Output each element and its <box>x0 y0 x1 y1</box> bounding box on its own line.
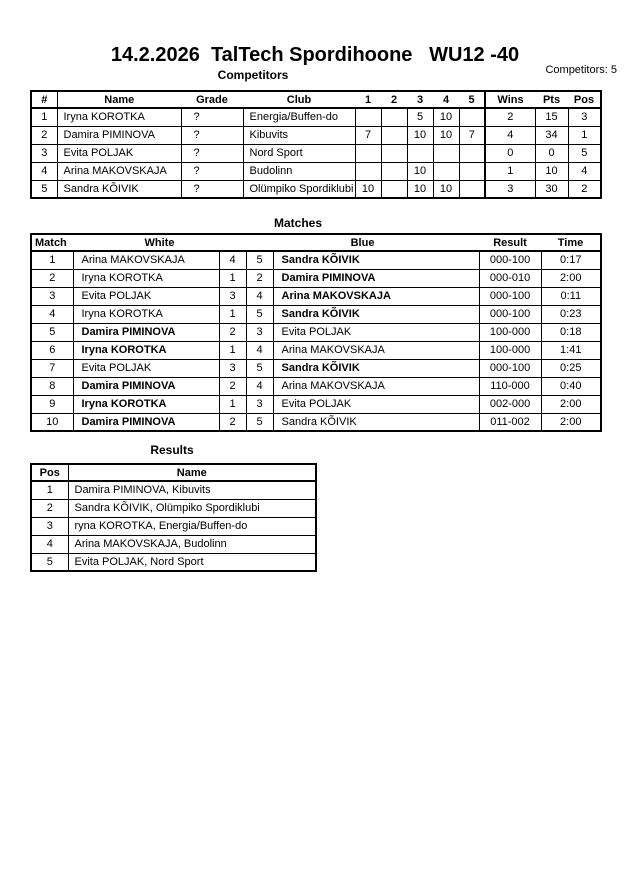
competitor-name: Sandra KÕIVIK <box>57 180 181 198</box>
white-competitor-name: Damira PIMINOVA <box>73 413 219 431</box>
competitor-name: Arina MAKOVSKAJA <box>57 162 181 180</box>
matches-col-result: Result <box>479 234 541 251</box>
competitor-score-vs-1: 10 <box>355 180 381 198</box>
competitor-position: 1 <box>568 126 601 144</box>
competitor-position: 4 <box>568 162 601 180</box>
blue-competitor-name: Damira PIMINOVA <box>273 269 479 287</box>
match-row <box>31 287 601 305</box>
competitor-row <box>31 126 601 144</box>
competitor-score-vs-2 <box>381 126 407 144</box>
competitors-col-opp1: 1 <box>355 91 381 108</box>
competitor-score-vs-3 <box>407 144 433 162</box>
result-position: 1 <box>31 481 68 499</box>
competitors-header-row <box>31 91 601 108</box>
competitor-grade: ? <box>181 108 243 126</box>
competitor-club: Nord Sport <box>243 144 355 162</box>
competitor-position: 5 <box>568 144 601 162</box>
white-competitor-name: Evita POLJAK <box>73 359 219 377</box>
competitor-score-vs-3: 10 <box>407 162 433 180</box>
matches-col-white: White <box>73 234 246 251</box>
results-table <box>30 463 317 572</box>
competitors-col-name: Name <box>57 91 181 108</box>
competitor-wins: 2 <box>485 108 535 126</box>
competitor-score-vs-5 <box>459 180 485 198</box>
match-result: 002-000 <box>479 395 541 413</box>
competitor-score-vs-2 <box>381 108 407 126</box>
competitor-position: 3 <box>568 108 601 126</box>
blue-competitor-name: Evita POLJAK <box>273 323 479 341</box>
match-time: 2:00 <box>541 269 601 287</box>
competitor-wins: 4 <box>485 126 535 144</box>
match-row <box>31 377 601 395</box>
match-result: 100-000 <box>479 323 541 341</box>
result-row <box>31 481 316 499</box>
blue-competitor-number: 5 <box>246 413 273 431</box>
competitor-wins: 1 <box>485 162 535 180</box>
competitor-position: 2 <box>568 180 601 198</box>
competitor-wins: 0 <box>485 144 535 162</box>
blue-competitor-number: 2 <box>246 269 273 287</box>
competitor-score-vs-4 <box>433 162 459 180</box>
matches-col-time: Time <box>541 234 601 251</box>
match-number: 3 <box>31 287 73 305</box>
match-result: 000-100 <box>479 287 541 305</box>
match-row <box>31 359 601 377</box>
results-header-row <box>31 464 316 481</box>
blue-competitor-number: 4 <box>246 377 273 395</box>
result-name: Damira PIMINOVA, Kibuvits <box>68 481 316 499</box>
white-competitor-number: 3 <box>219 287 246 305</box>
competitor-points: 0 <box>535 144 568 162</box>
competitor-club: Kibuvits <box>243 126 355 144</box>
competitors-col-club: Club <box>243 91 355 108</box>
white-competitor-name: Damira PIMINOVA <box>73 323 219 341</box>
competitor-name: Evita POLJAK <box>57 144 181 162</box>
blue-competitor-name: Evita POLJAK <box>273 395 479 413</box>
white-competitor-number: 2 <box>219 323 246 341</box>
competitor-score-vs-4: 10 <box>433 108 459 126</box>
competitor-score-vs-4: 10 <box>433 126 459 144</box>
matches-table <box>30 233 602 432</box>
competitors-col-opp3: 3 <box>407 91 433 108</box>
competitor-club: Energia/Buffen-do <box>243 108 355 126</box>
competitor-score-vs-1 <box>355 108 381 126</box>
competitor-grade: ? <box>181 144 243 162</box>
match-result: 100-000 <box>479 341 541 359</box>
match-row <box>31 413 601 431</box>
white-competitor-number: 2 <box>219 377 246 395</box>
white-competitor-name: Iryna KOROTKA <box>73 341 219 359</box>
match-number: 10 <box>31 413 73 431</box>
competitor-club: Olümpiko Spordiklubi <box>243 180 355 198</box>
match-time: 0:40 <box>541 377 601 395</box>
competitor-club: Budolinn <box>243 162 355 180</box>
blue-competitor-number: 4 <box>246 341 273 359</box>
match-number: 7 <box>31 359 73 377</box>
result-row <box>31 553 316 571</box>
page-title: 14.2.2026 TalTech Spordihoone WU12 -40 <box>110 44 520 66</box>
competitor-score-vs-5 <box>459 162 485 180</box>
match-row <box>31 269 601 287</box>
result-name: ryna KOROTKA, Energia/Buffen-do <box>68 517 316 535</box>
competitor-score-vs-2 <box>381 180 407 198</box>
match-result: 000-100 <box>479 359 541 377</box>
white-competitor-number: 1 <box>219 305 246 323</box>
match-time: 0:23 <box>541 305 601 323</box>
competitor-number: 4 <box>31 162 57 180</box>
blue-competitor-number: 3 <box>246 323 273 341</box>
competitor-score-vs-1: 7 <box>355 126 381 144</box>
competitor-points: 15 <box>535 108 568 126</box>
result-name: Sandra KÕIVIK, Olümpiko Spordiklubi <box>68 499 316 517</box>
competitor-score-vs-4 <box>433 144 459 162</box>
competitors-section-title: Competitors <box>217 68 289 82</box>
competitor-score-vs-3: 5 <box>407 108 433 126</box>
competitor-points: 30 <box>535 180 568 198</box>
match-result: 000-100 <box>479 251 541 269</box>
competitors-col-grade: Grade <box>181 91 243 108</box>
competitor-score-vs-2 <box>381 162 407 180</box>
blue-competitor-number: 5 <box>246 305 273 323</box>
competitor-score-vs-4: 10 <box>433 180 459 198</box>
competitor-wins: 3 <box>485 180 535 198</box>
competitor-score-vs-5 <box>459 108 485 126</box>
match-number: 8 <box>31 377 73 395</box>
competitor-grade: ? <box>181 126 243 144</box>
matches-header-row <box>31 234 601 251</box>
results-section-title: Results <box>150 443 194 457</box>
white-competitor-name: Iryna KOROTKA <box>73 269 219 287</box>
match-row <box>31 251 601 269</box>
competitor-number: 1 <box>31 108 57 126</box>
competitor-score-vs-1 <box>355 162 381 180</box>
competitor-grade: ? <box>181 180 243 198</box>
match-time: 0:25 <box>541 359 601 377</box>
competitor-name: Damira PIMINOVA <box>57 126 181 144</box>
match-number: 2 <box>31 269 73 287</box>
competitor-points: 34 <box>535 126 568 144</box>
competitor-row <box>31 162 601 180</box>
blue-competitor-name: Arina MAKOVSKAJA <box>273 341 479 359</box>
competitors-col-opp2: 2 <box>381 91 407 108</box>
competitors-count-label: Competitors: 5 <box>545 64 617 76</box>
white-competitor-number: 2 <box>219 413 246 431</box>
blue-competitor-name: Sandra KÕIVIK <box>273 359 479 377</box>
match-number: 4 <box>31 305 73 323</box>
results-col-name: Name <box>68 464 316 481</box>
match-row <box>31 395 601 413</box>
match-time: 1:41 <box>541 341 601 359</box>
blue-competitor-number: 4 <box>246 287 273 305</box>
match-number: 9 <box>31 395 73 413</box>
competitor-grade: ? <box>181 162 243 180</box>
white-competitor-name: Damira PIMINOVA <box>73 377 219 395</box>
match-result: 011-002 <box>479 413 541 431</box>
white-competitor-number: 4 <box>219 251 246 269</box>
blue-competitor-name: Arina MAKOVSKAJA <box>273 377 479 395</box>
white-competitor-name: Iryna KOROTKA <box>73 305 219 323</box>
match-number: 1 <box>31 251 73 269</box>
white-competitor-number: 1 <box>219 269 246 287</box>
result-position: 4 <box>31 535 68 553</box>
competitors-table <box>30 90 602 199</box>
blue-competitor-number: 3 <box>246 395 273 413</box>
competitor-row <box>31 180 601 198</box>
result-position: 5 <box>31 553 68 571</box>
result-row <box>31 535 316 553</box>
match-number: 6 <box>31 341 73 359</box>
result-row <box>31 517 316 535</box>
matches-col-match: Match <box>31 234 73 251</box>
competitor-score-vs-3: 10 <box>407 126 433 144</box>
result-position: 3 <box>31 517 68 535</box>
match-time: 2:00 <box>541 395 601 413</box>
competitor-row <box>31 144 601 162</box>
match-time: 2:00 <box>541 413 601 431</box>
match-row <box>31 323 601 341</box>
competitor-score-vs-1 <box>355 144 381 162</box>
white-competitor-name: Arina MAKOVSKAJA <box>73 251 219 269</box>
competitor-row <box>31 108 601 126</box>
competitor-number: 2 <box>31 126 57 144</box>
blue-competitor-number: 5 <box>246 359 273 377</box>
match-row <box>31 305 601 323</box>
competitor-number: 5 <box>31 180 57 198</box>
competitor-score-vs-5: 7 <box>459 126 485 144</box>
competitor-score-vs-2 <box>381 144 407 162</box>
match-result: 110-000 <box>479 377 541 395</box>
results-col-pos: Pos <box>31 464 68 481</box>
competitors-col-opp4: 4 <box>433 91 459 108</box>
match-time: 0:18 <box>541 323 601 341</box>
blue-competitor-name: Sandra KÕIVIK <box>273 305 479 323</box>
match-result: 000-010 <box>479 269 541 287</box>
white-competitor-number: 1 <box>219 395 246 413</box>
white-competitor-name: Evita POLJAK <box>73 287 219 305</box>
match-time: 0:17 <box>541 251 601 269</box>
competitor-points: 10 <box>535 162 568 180</box>
competitor-number: 3 <box>31 144 57 162</box>
competitors-col-number: # <box>31 91 57 108</box>
matches-col-blue: Blue <box>246 234 479 251</box>
match-number: 5 <box>31 323 73 341</box>
competitors-col-pos: Pos <box>568 91 601 108</box>
white-competitor-number: 3 <box>219 359 246 377</box>
white-competitor-name: Iryna KOROTKA <box>73 395 219 413</box>
result-position: 2 <box>31 499 68 517</box>
matches-section-title: Matches <box>273 216 323 230</box>
result-row <box>31 499 316 517</box>
blue-competitor-name: Sandra KÕIVIK <box>273 413 479 431</box>
competitors-col-pts: Pts <box>535 91 568 108</box>
match-row <box>31 341 601 359</box>
competitors-col-wins: Wins <box>485 91 535 108</box>
competitor-score-vs-3: 10 <box>407 180 433 198</box>
result-name: Evita POLJAK, Nord Sport <box>68 553 316 571</box>
white-competitor-number: 1 <box>219 341 246 359</box>
result-name: Arina MAKOVSKAJA, Budolinn <box>68 535 316 553</box>
blue-competitor-number: 5 <box>246 251 273 269</box>
blue-competitor-name: Arina MAKOVSKAJA <box>273 287 479 305</box>
competitor-score-vs-5 <box>459 144 485 162</box>
match-result: 000-100 <box>479 305 541 323</box>
competitors-col-opp5: 5 <box>459 91 485 108</box>
match-time: 0:11 <box>541 287 601 305</box>
competitor-name: Iryna KOROTKA <box>57 108 181 126</box>
blue-competitor-name: Sandra KÕIVIK <box>273 251 479 269</box>
